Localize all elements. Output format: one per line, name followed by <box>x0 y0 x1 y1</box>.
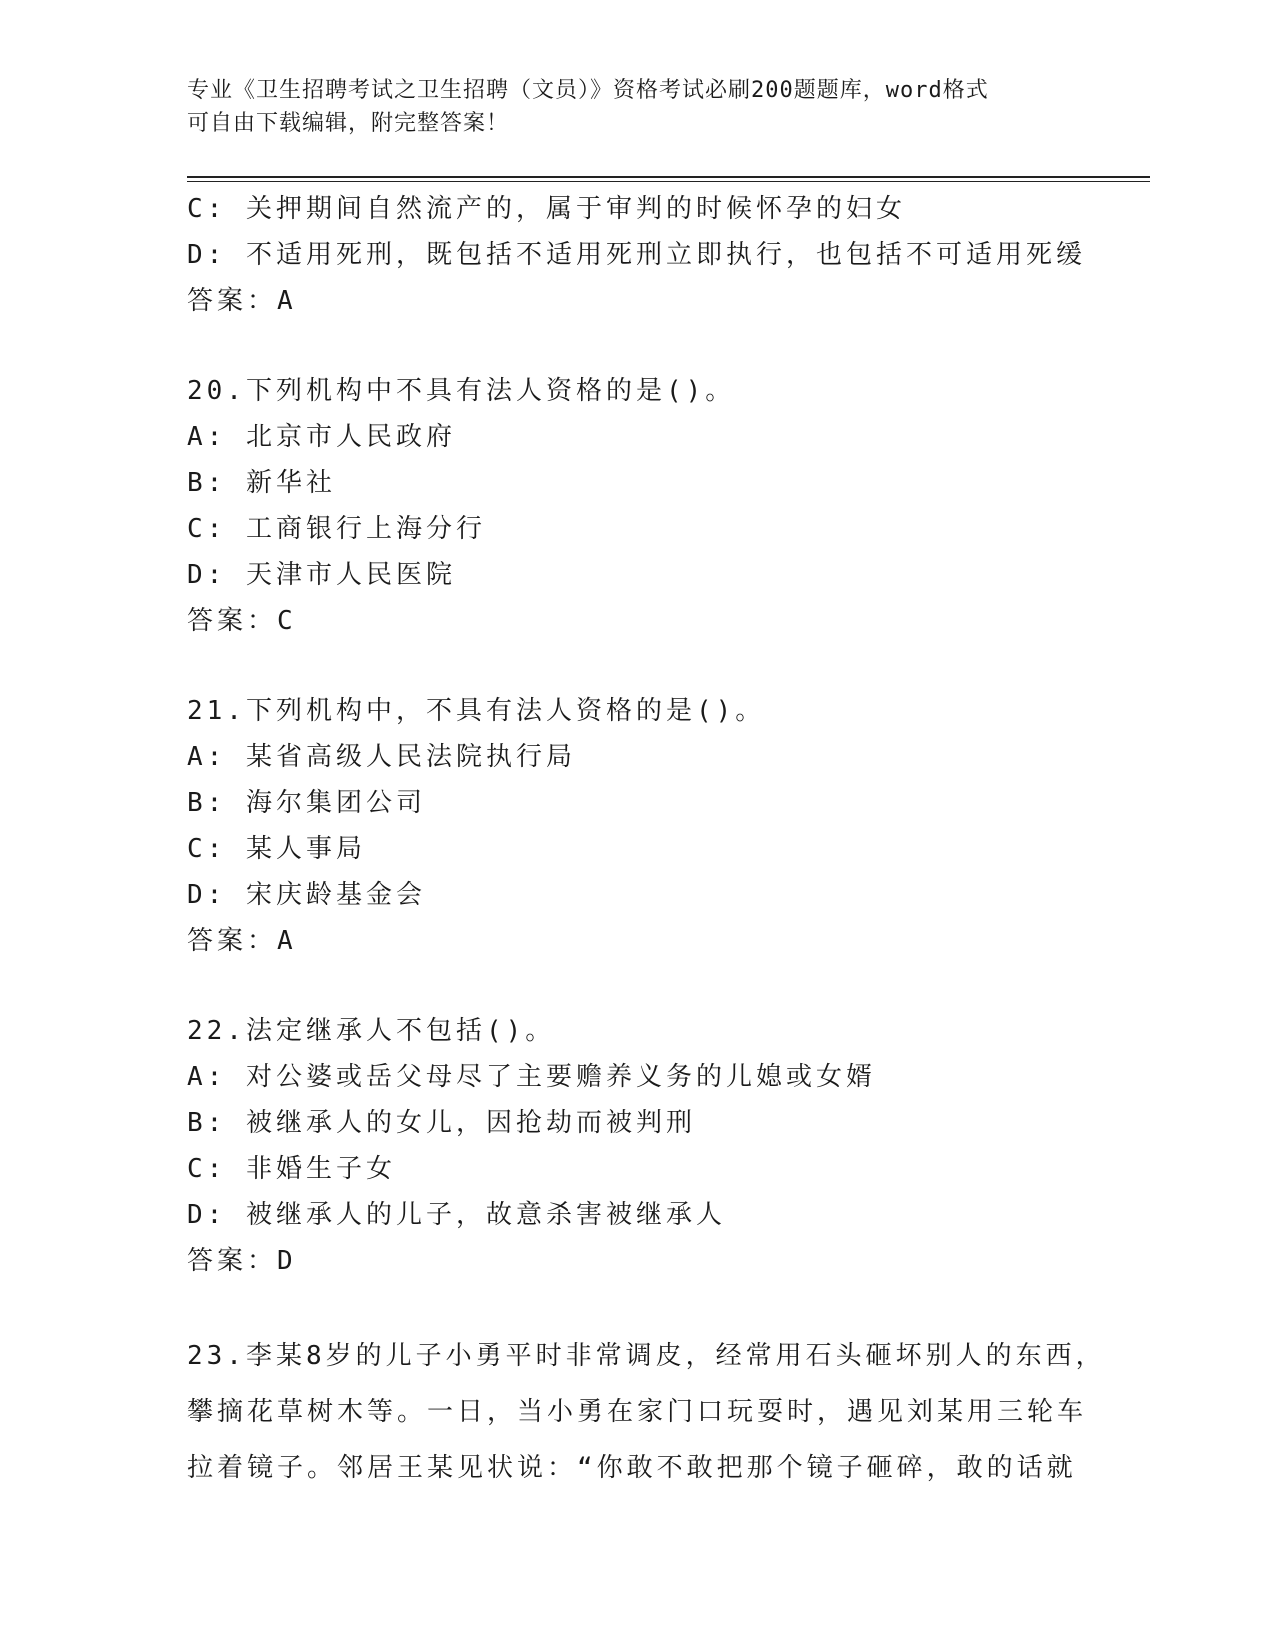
header-title-line-2: 可自由下载编辑，附完整答案！ <box>187 111 510 136</box>
spacer <box>187 324 1087 368</box>
option-d: D: 不适用死刑，既包括不适用死刑立即执行，也包括不可适用死缓 <box>187 240 1086 270</box>
question-22 <box>187 1008 1087 1284</box>
option-d: D: 被继承人的儿子，故意杀害被继承人 <box>187 1200 726 1230</box>
question-23 <box>187 1328 1106 1496</box>
question-title: 21.下列机构中，不具有法人资格的是()。 <box>187 696 766 726</box>
document-body <box>187 186 1106 1496</box>
answer-line: 答案：A <box>187 926 297 956</box>
option-d: D: 宋庆龄基金会 <box>187 880 426 910</box>
question-19-continued <box>187 186 1087 324</box>
answer-line: 答案：A <box>187 286 297 316</box>
option-b: B: 新华社 <box>187 468 336 498</box>
option-c: C: 关押期间自然流产的，属于审判的时候怀孕的妇女 <box>187 194 906 224</box>
answer-line: 答案：C <box>187 606 297 636</box>
option-a: A: 某省高级人民法院执行局 <box>187 742 576 772</box>
option-b: B: 被继承人的女儿，因抢劫而被判刑 <box>187 1108 696 1138</box>
option-a: A: 北京市人民政府 <box>187 422 456 452</box>
question-20 <box>187 368 1087 644</box>
option-c: C: 某人事局 <box>187 834 366 864</box>
question-text-line-1: 23.李某8岁的儿子小勇平时非常调皮，经常用石头砸坏别人的东西， <box>187 1341 1106 1371</box>
question-title: 22.法定继承人不包括()。 <box>187 1016 556 1046</box>
spacer <box>187 644 1087 688</box>
document-header <box>187 74 1067 140</box>
question-text-line-3: 拉着镜子。邻居王某见状说：“你敢不敢把那个镜子砸碎，敢的话就 <box>187 1453 1077 1483</box>
option-c: C: 工商银行上海分行 <box>187 514 486 544</box>
question-title: 20.下列机构中不具有法人资格的是()。 <box>187 376 736 406</box>
option-c: C: 非婚生子女 <box>187 1154 396 1184</box>
option-d: D: 天津市人民医院 <box>187 560 456 590</box>
header-divider <box>187 176 1150 182</box>
option-b: B: 海尔集团公司 <box>187 788 426 818</box>
answer-line: 答案：D <box>187 1246 297 1276</box>
question-text-line-2: 攀摘花草树木等。一日，当小勇在家门口玩耍时，遇见刘某用三轮车 <box>187 1397 1088 1427</box>
spacer <box>187 1284 1087 1328</box>
header-title-line-1: 专业《卫生招聘考试之卫生招聘（文员）》资格考试必刷200题题库，word格式 <box>187 78 989 103</box>
question-21 <box>187 688 1087 964</box>
spacer <box>187 964 1087 1008</box>
option-a: A: 对公婆或岳父母尽了主要赡养义务的儿媳或女婿 <box>187 1062 876 1092</box>
